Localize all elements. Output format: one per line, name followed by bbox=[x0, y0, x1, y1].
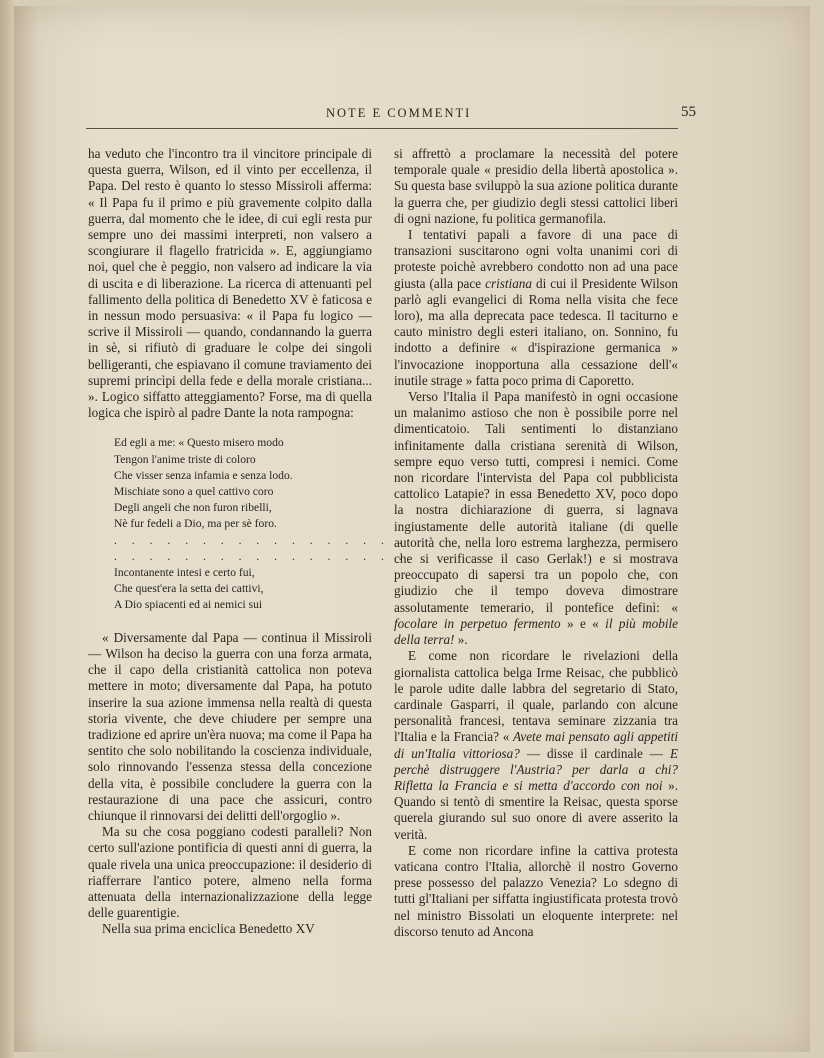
running-title: NOTE E COMMENTI bbox=[326, 106, 472, 120]
text-run: E come non ricordare le rivelazioni della giornalista cattolica belga Irme Reisac, che pubblicò le parole udite dalle labbra del segretario di Stato, cardinale Gasparri, il quale, parlando con alcune personalità francesi, tentava seminare zizzania tra l'Italia e la Francia? « bbox=[394, 648, 678, 745]
right-column bbox=[394, 146, 678, 940]
verse-line: Mischiate sono a quel cattivo coro bbox=[114, 485, 274, 499]
italic-run: cristiana bbox=[485, 275, 532, 291]
paragraph: « Diversamente dal Papa — continua il Missiroli — Wilson ha deciso la guerra con una forza armata, che il capo della cristianità cattolica non poteva mettere in moto; diversamente dal Papa, ha potuto inserire la sua azione immensa nella realtà di questa storia vivente, che deve chiudere per sempre una tradizione ed aprire un'èra nuova; ma come il Papa ha sentito che solo nobilitando la coscienza individuale, solo rinnovando l'essenza stessa della concezione della vita, è possibile concludere la guerra con la restaurazione di una pace che assicuri, contro chiunque il rinnovarsi dei delitti dell'orgoglio ». bbox=[88, 629, 372, 823]
paragraph: si affrettò a proclamare la necessità del potere temporale quale « presidio della libertà apostolica ». Su questa base sviluppò la sua azione politica durante la guerra che, per giudizio degli stessi cattolici liberi di ogni nazione, fu politica germanofila. bbox=[394, 146, 678, 226]
text-run: ». Quando si tentò di smentire la Reisac, questa sporse querela giurando sul suo onore di avere asserito la verità. bbox=[394, 777, 679, 842]
paragraph bbox=[394, 227, 678, 389]
paragraph: ha veduto che l'incontro tra il vincitore principale di questa guerra, Wilson, ed il vinto per eccellenza, il Papa. Del resto è quanto lo stesso Missiroli afferma: « Il Papa fu il primo e più gravemente colpito dalla guerra, dal momento che le idee, di cui egli resta pur sempre uno dei massimi interpreti, non valsero a scongiurare il flagello fratricida ». E, aggiungiamo noi, quel che è peggio, non valsero ad indicare la via di uscita e di liberazione. La ricerca di attenuanti pel fallimento della politica di Benedetto XV è faticosa e in nessun modo persuasiva: « il Papa fu logico — scrive il Missiroli — quando, condannando la guerra in sè, si rifiutò di graduare le colpe dei singoli belligeranti, che espiavano il comune traviamento dei supremi princìpi della fede e della morale cristiana... ». Logico siffatto atteggiamento? Forse, ma di quella logica che ispirò al padre Dante la nota rampogna: bbox=[88, 146, 372, 421]
verse-ellipsis: . . . . . . . . . . . . . . . . . bbox=[114, 533, 408, 547]
text-run: » e « bbox=[560, 615, 606, 631]
italic-run: E perchè distruggere l'Austria? per darla a chi? Rifletta la Francia e si metta d'accordo con noi bbox=[394, 745, 678, 793]
paragraph: Ma su che cosa poggiano codesti paralleli? Non certo sull'azione pontificia di questi anni di guerra, la quale rivela una unica preoccupazione: il desiderio di riafferrare l'antico potere, almeno nella forma attenuata della internazionalizzazione della legge delle guarentigie. bbox=[88, 824, 372, 921]
paragraph: Nella sua prima enciclica Benedetto XV bbox=[102, 921, 315, 937]
paragraph: E come non ricordare infine la cattiva protesta vaticana contro l'Italia, allorchè il nostro Governo prese possesso del palazzo Venezia? Lo sdegno di tutti gl'Italiani per siffatta ingiustificata protesta trovò nel ministro Bissolati un eloquente interprete: nel discorso tenuto ad Ancona bbox=[394, 842, 678, 939]
text-run: di cui il Presidente Wilson parlò agli evangelici di Roma nella visita che fece loro), ma alla deprecata pace tedesca. Il taciturno e cauto ministro degli esteri italiano, on. Sonnino, fu indotto a definire « d'ispirazione germanica » l'invocazione inopportuna alla cessazione dell'« inutile strage » fatta poco prima di Caporetto. bbox=[394, 275, 678, 388]
book-spine bbox=[0, 0, 14, 1058]
verse-ellipsis: . . . . . . . . . . . . . . . . . bbox=[114, 549, 408, 563]
paragraph bbox=[394, 389, 678, 648]
verse-line: Tengon l'anime triste di coloro bbox=[114, 452, 256, 466]
page-number: 55 bbox=[681, 104, 696, 120]
verse-line: Degli angeli che non furon ribelli, bbox=[114, 501, 272, 515]
verse-line: Che visser senza infamia e senza lodo. bbox=[114, 468, 293, 482]
text-run: Verso l'Italia il Papa manifestò in ogni occasione un malanimo astioso che non è possibile porre nel dimenticatoio. Tali sentimenti lo distanziano infinitamente dalla cristiana serenità di Wilson, sempre equo verso tutti, compresi i nemici. Come non ricordare l'intervista del Papa col pubblicista cattolico Latapie? in essa Benedetto XV, poco dopo la nostra dichiarazione di guerra, si lagnava ingiustamente delle autorità italiane (di quelle autorità che, nella loro estrema larghezza, permisero che si verificasse il caso Gerlak!) e si mostrava preoccupato di sapersi tra un popolo che, con giudizio che il tempo doveva dimostrare assolutamente temerario, il pontefice definì: « bbox=[394, 389, 678, 615]
verse-line: Che quest'era la setta dei cattivi, bbox=[114, 582, 264, 596]
verse-line: Incontanente intesi e certo fui, bbox=[114, 566, 255, 580]
text-run: — disse il cardinale — bbox=[519, 745, 670, 761]
italic-run: il più mobile della terra! bbox=[394, 615, 678, 648]
italic-run: Avete mai pensato agli appetiti di un'Italia vittoriosa? bbox=[394, 729, 678, 761]
header-rule bbox=[86, 128, 678, 129]
text-run: ». bbox=[454, 632, 468, 648]
left-column bbox=[88, 146, 408, 938]
verse-line: Ed egli a me: « Questo misero modo bbox=[114, 436, 284, 450]
text-run: I tentativi papali a favore di una pace di transazioni suscitarono ogni volta unanimi cori di proteste poichè avrebbero condotto non ad una pace giusta (alla pace bbox=[394, 227, 678, 291]
italic-run: focolare in perpetuo fermento bbox=[394, 615, 561, 631]
verse-quote bbox=[114, 435, 408, 613]
verse-line: Nè fur fedeli a Dio, ma per sè foro. bbox=[114, 517, 277, 531]
page-header bbox=[86, 104, 696, 128]
verse-line: A Dio spiacenti ed ai nemici sui bbox=[114, 598, 263, 612]
paragraph bbox=[394, 648, 678, 842]
